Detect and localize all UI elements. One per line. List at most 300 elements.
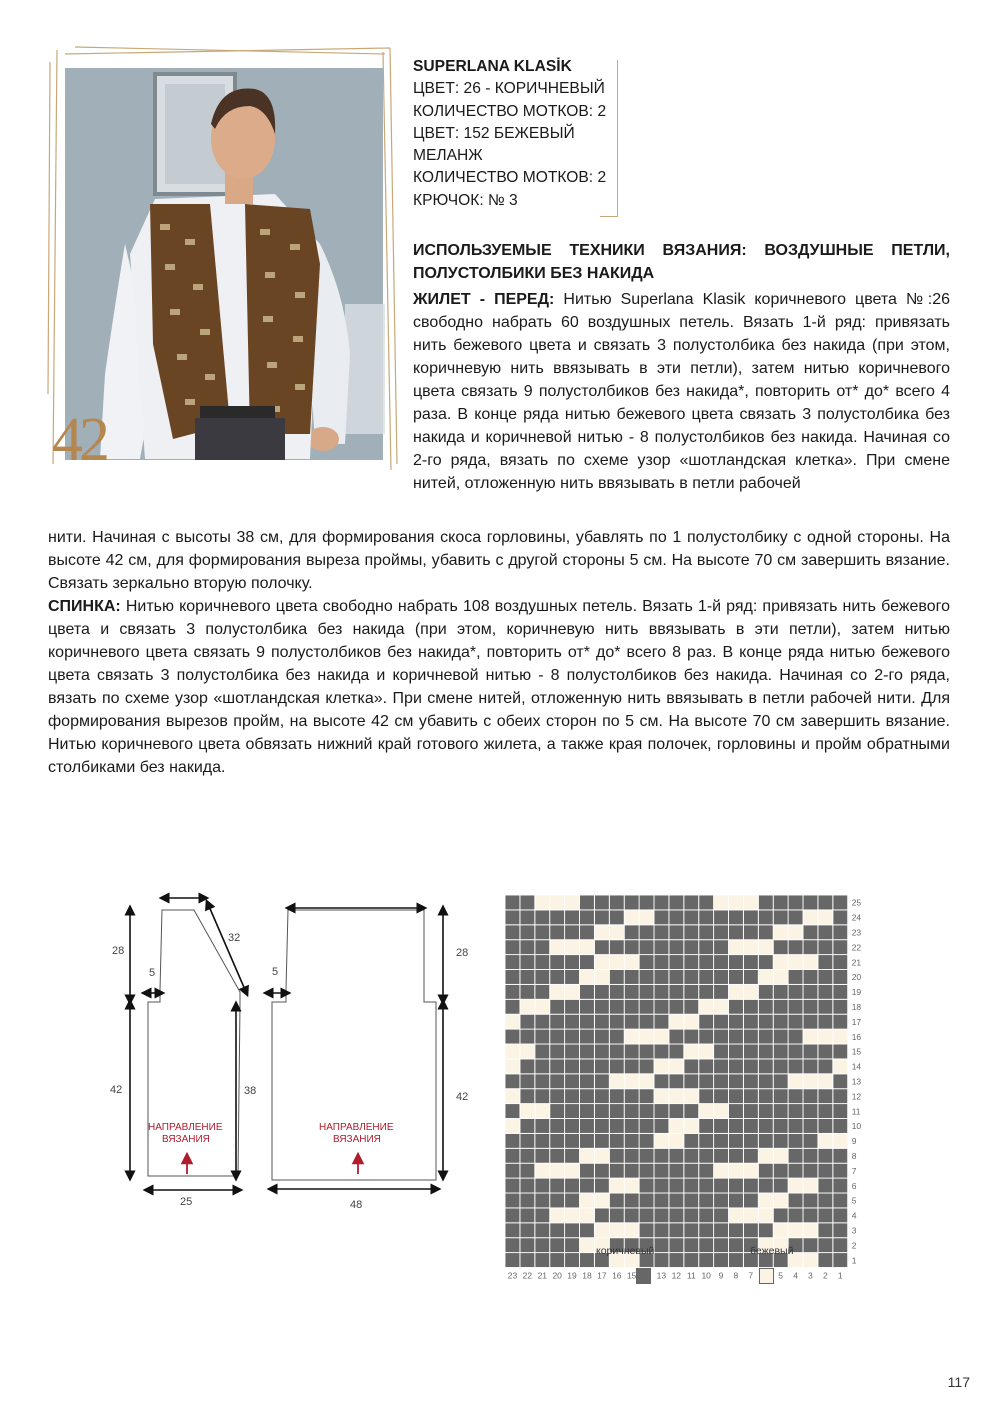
chart-cell bbox=[669, 1074, 684, 1089]
chart-cell bbox=[565, 940, 580, 955]
chart-cell bbox=[684, 1119, 699, 1134]
chart-cell bbox=[609, 1148, 624, 1163]
chart-cell bbox=[729, 940, 744, 955]
chart-cell bbox=[580, 1119, 595, 1134]
chart-cell bbox=[535, 910, 550, 925]
chart-cell bbox=[729, 1059, 744, 1074]
chart-cell bbox=[505, 1163, 520, 1178]
chart-cell bbox=[505, 1193, 520, 1208]
chart-cell bbox=[535, 1104, 550, 1119]
chart-cell bbox=[818, 1089, 833, 1104]
chart-cell bbox=[803, 1253, 818, 1268]
chart-cell bbox=[654, 940, 669, 955]
chart-cell bbox=[773, 895, 788, 910]
chart-cell bbox=[714, 1178, 729, 1193]
chart-cell bbox=[818, 1223, 833, 1238]
chart-cell bbox=[580, 910, 595, 925]
chart-cell bbox=[505, 984, 520, 999]
chart-cell bbox=[505, 1148, 520, 1163]
chart-cell bbox=[550, 895, 565, 910]
chart-cell bbox=[594, 1133, 609, 1148]
chart-cell bbox=[669, 925, 684, 940]
chart-cell bbox=[580, 970, 595, 985]
chart-cell bbox=[773, 940, 788, 955]
chart-cell bbox=[743, 984, 758, 999]
chart-cell bbox=[803, 940, 818, 955]
chart-cell bbox=[654, 1029, 669, 1044]
chart-cell bbox=[580, 1193, 595, 1208]
chart-cell bbox=[654, 925, 669, 940]
chart-cell bbox=[654, 1074, 669, 1089]
chart-cell bbox=[788, 940, 803, 955]
chart-cell bbox=[565, 1148, 580, 1163]
chart-cell bbox=[654, 1104, 669, 1119]
chart-cell bbox=[729, 1119, 744, 1134]
chart-cell bbox=[520, 1029, 535, 1044]
chart-cell bbox=[788, 970, 803, 985]
chart-cell bbox=[654, 1238, 669, 1253]
chart-cell bbox=[639, 895, 654, 910]
chart-row-label: 9 bbox=[851, 1136, 857, 1147]
chart-cell bbox=[714, 1044, 729, 1059]
chart-cell bbox=[654, 1059, 669, 1074]
chart-cell bbox=[594, 1074, 609, 1089]
chart-cell bbox=[505, 1074, 520, 1089]
chart-cell bbox=[654, 1014, 669, 1029]
chart-cell bbox=[743, 925, 758, 940]
chart-cell bbox=[594, 1163, 609, 1178]
chart-cell bbox=[773, 1193, 788, 1208]
chart-cell bbox=[535, 1074, 550, 1089]
chart-cell bbox=[580, 1059, 595, 1074]
chart-cell bbox=[520, 1223, 535, 1238]
chart-cell bbox=[833, 984, 848, 999]
chart-cell bbox=[743, 1074, 758, 1089]
chart-row-label: 8 bbox=[851, 1151, 857, 1161]
chart-cell bbox=[818, 1148, 833, 1163]
chart-cell bbox=[669, 984, 684, 999]
chart-cell bbox=[833, 1104, 848, 1119]
chart-cell bbox=[594, 1044, 609, 1059]
chart-col-label: 13 bbox=[656, 1270, 667, 1281]
chart-cell bbox=[743, 999, 758, 1014]
chart-cell bbox=[699, 970, 714, 985]
chart-col-label: 19 bbox=[567, 1270, 577, 1281]
chart-cell bbox=[609, 1029, 624, 1044]
chart-cell bbox=[565, 1238, 580, 1253]
chart-cell bbox=[773, 1089, 788, 1104]
spec-line: КОЛИЧЕСТВО МОТКОВ: 2 bbox=[413, 169, 607, 187]
chart-cell bbox=[624, 940, 639, 955]
chart-cell bbox=[773, 1074, 788, 1089]
chart-cell bbox=[743, 1044, 758, 1059]
chart-cell bbox=[669, 999, 684, 1014]
chart-cell bbox=[699, 1044, 714, 1059]
chart-cell bbox=[609, 984, 624, 999]
chart-cell bbox=[565, 955, 580, 970]
chart-cell bbox=[714, 1029, 729, 1044]
chart-cell bbox=[743, 1193, 758, 1208]
chart-cell bbox=[818, 970, 833, 985]
chart-cell bbox=[833, 1133, 848, 1148]
chart-cell bbox=[803, 1044, 818, 1059]
chart-cell bbox=[788, 1104, 803, 1119]
chart-cell bbox=[729, 1104, 744, 1119]
chart-cell bbox=[729, 1253, 744, 1268]
chart-cell bbox=[624, 1029, 639, 1044]
chart-cell bbox=[773, 1163, 788, 1178]
chart-cell bbox=[788, 1014, 803, 1029]
chart-row-label: 4 bbox=[851, 1210, 857, 1221]
chart-cell bbox=[699, 1074, 714, 1089]
chart-cell bbox=[565, 1193, 580, 1208]
chart-cell bbox=[833, 1163, 848, 1178]
chart-cell bbox=[743, 1133, 758, 1148]
yarn-specs bbox=[413, 56, 613, 212]
chart-cell bbox=[729, 895, 744, 910]
chart-cell bbox=[520, 970, 535, 985]
chart-cell bbox=[818, 1119, 833, 1134]
chart-cell bbox=[550, 1029, 565, 1044]
chart-cell bbox=[788, 1074, 803, 1089]
chart-cell bbox=[505, 1044, 520, 1059]
chart-cell bbox=[818, 1014, 833, 1029]
chart-col-label: 3 bbox=[808, 1270, 813, 1281]
back-dim-48: 48 bbox=[350, 1199, 363, 1211]
chart-cell bbox=[773, 925, 788, 940]
chart-cell bbox=[609, 925, 624, 940]
chart-row-label: 15 bbox=[851, 1046, 862, 1057]
chart-cell bbox=[833, 925, 848, 940]
chart-cell bbox=[669, 970, 684, 985]
chart-cell bbox=[609, 1119, 624, 1134]
chart-cell bbox=[565, 970, 580, 985]
chart-cell bbox=[535, 1029, 550, 1044]
chart-row-label: 24 bbox=[851, 912, 862, 923]
chart-cell bbox=[803, 955, 818, 970]
chart-cell bbox=[684, 1029, 699, 1044]
chart-cell bbox=[639, 1223, 654, 1238]
chart-cell bbox=[609, 1014, 624, 1029]
chart-cell bbox=[773, 1208, 788, 1223]
chart-cell bbox=[535, 999, 550, 1014]
chart-cell bbox=[624, 1119, 639, 1134]
chart-cell bbox=[609, 955, 624, 970]
chart-cell bbox=[624, 1223, 639, 1238]
chart-col-label: 23 bbox=[507, 1270, 518, 1281]
chart-cell bbox=[535, 970, 550, 985]
chart-cell bbox=[758, 910, 773, 925]
chart-cell bbox=[758, 984, 773, 999]
chart-cell bbox=[803, 1178, 818, 1193]
chart-cell bbox=[609, 1089, 624, 1104]
chart-cell bbox=[818, 999, 833, 1014]
chart-cell bbox=[654, 999, 669, 1014]
chart-cell bbox=[743, 940, 758, 955]
chart-cell bbox=[520, 1178, 535, 1193]
chart-cell bbox=[639, 1208, 654, 1223]
chart-cell bbox=[535, 984, 550, 999]
front-direction-label: ВЯЗАНИЯ bbox=[162, 1134, 210, 1145]
chart-cell bbox=[565, 1089, 580, 1104]
chart-cell bbox=[594, 999, 609, 1014]
chart-cell bbox=[818, 1253, 833, 1268]
front-dim-42: 42 bbox=[110, 1084, 123, 1096]
chart-cell bbox=[699, 895, 714, 910]
chart-cell bbox=[535, 1044, 550, 1059]
chart-cell bbox=[669, 1044, 684, 1059]
chart-cell bbox=[818, 1029, 833, 1044]
chart-col-label: 9 bbox=[718, 1270, 724, 1281]
chart-cell bbox=[565, 1133, 580, 1148]
chart-col-label: 15 bbox=[626, 1270, 637, 1281]
back-dim-5: 5 bbox=[272, 966, 279, 978]
chart-cell bbox=[803, 1014, 818, 1029]
chart-cell bbox=[580, 999, 595, 1014]
page-number: 117 bbox=[947, 1374, 970, 1390]
chart-cell bbox=[773, 1133, 788, 1148]
chart-cell bbox=[550, 1059, 565, 1074]
chart-cell bbox=[594, 1208, 609, 1223]
front-dim-25: 25 bbox=[180, 1196, 193, 1208]
chart-cell bbox=[520, 1074, 535, 1089]
chart-cell bbox=[818, 925, 833, 940]
chart-cell bbox=[594, 955, 609, 970]
chart-cell bbox=[684, 1178, 699, 1193]
chart-cell bbox=[520, 1059, 535, 1074]
chart-cell bbox=[609, 1059, 624, 1074]
chart-cell bbox=[594, 895, 609, 910]
chart-cell bbox=[654, 1193, 669, 1208]
chart-cell bbox=[624, 984, 639, 999]
chart-row-label: 11 bbox=[851, 1106, 861, 1117]
chart-cell bbox=[639, 1014, 654, 1029]
chart-cell bbox=[743, 1029, 758, 1044]
chart-row-label: 1 bbox=[851, 1255, 857, 1266]
chart-cell bbox=[580, 1163, 595, 1178]
chart-cell bbox=[818, 1074, 833, 1089]
chart-cell bbox=[803, 895, 818, 910]
techniques-heading: ИСПОЛЬЗУЕМЫЕ ТЕХНИКИ ВЯЗАНИЯ: ВОЗДУШНЫЕ ПЕТЛИ, ПОЛУСТОЛБИКИ БЕЗ НАКИДА bbox=[413, 242, 950, 282]
chart-col-label: 5 bbox=[778, 1270, 783, 1281]
chart-cell bbox=[803, 1074, 818, 1089]
chart-cell bbox=[669, 895, 684, 910]
chart-col-label: 1 bbox=[837, 1270, 843, 1281]
chart-cell bbox=[788, 1029, 803, 1044]
chart-cell bbox=[803, 970, 818, 985]
chart-cell bbox=[684, 1253, 699, 1268]
chart-cell bbox=[580, 895, 595, 910]
chart-cell bbox=[505, 1059, 520, 1074]
chart-cell bbox=[758, 1059, 773, 1074]
chart-cell bbox=[833, 1044, 848, 1059]
chart-cell bbox=[550, 1074, 565, 1089]
chart-cell bbox=[729, 1074, 744, 1089]
chart-cell bbox=[565, 1104, 580, 1119]
chart-cell bbox=[624, 925, 639, 940]
chart-cell bbox=[669, 1208, 684, 1223]
chart-cell bbox=[833, 1193, 848, 1208]
chart-row-label: 18 bbox=[851, 1002, 862, 1012]
chart-cell bbox=[609, 1104, 624, 1119]
chart-cell bbox=[803, 1238, 818, 1253]
chart-cell bbox=[684, 1163, 699, 1178]
chart-cell bbox=[803, 910, 818, 925]
chart-cell bbox=[550, 1133, 565, 1148]
chart-cell bbox=[743, 1178, 758, 1193]
chart-cell bbox=[684, 999, 699, 1014]
chart-cell bbox=[609, 1193, 624, 1208]
chart-cell bbox=[788, 984, 803, 999]
chart-cell bbox=[594, 1089, 609, 1104]
chart-cell bbox=[833, 1253, 848, 1268]
chart-cell bbox=[758, 970, 773, 985]
chart-cell bbox=[624, 1014, 639, 1029]
chart-cell bbox=[565, 1119, 580, 1134]
chart-cell bbox=[788, 999, 803, 1014]
chart-cell bbox=[609, 1163, 624, 1178]
chart-cell bbox=[729, 1148, 744, 1163]
chart-cell bbox=[565, 895, 580, 910]
chart-cell bbox=[818, 1133, 833, 1148]
chart-cell bbox=[788, 1223, 803, 1238]
chart-cell bbox=[580, 1029, 595, 1044]
chart-cell bbox=[624, 1089, 639, 1104]
chart-cell bbox=[773, 1014, 788, 1029]
chart-cell bbox=[609, 940, 624, 955]
chart-cell bbox=[565, 1178, 580, 1193]
chart-cell bbox=[699, 1119, 714, 1134]
chart-cell bbox=[580, 1044, 595, 1059]
chart-cell bbox=[639, 910, 654, 925]
chart-cell bbox=[594, 984, 609, 999]
chart-row-label: 20 bbox=[851, 972, 862, 983]
front-dim-28: 28 bbox=[112, 945, 125, 957]
chart-cell bbox=[550, 1253, 565, 1268]
chart-cell bbox=[729, 999, 744, 1014]
chart-row-label: 22 bbox=[851, 942, 862, 953]
chart-cell bbox=[758, 1133, 773, 1148]
chart-cell bbox=[550, 1223, 565, 1238]
chart-cell bbox=[565, 1014, 580, 1029]
chart-cell bbox=[550, 1119, 565, 1134]
chart-cell bbox=[773, 970, 788, 985]
chart-row-label: 10 bbox=[851, 1121, 862, 1132]
chart-cell bbox=[684, 1059, 699, 1074]
chart-cell bbox=[639, 940, 654, 955]
chart-cell bbox=[818, 1163, 833, 1178]
chart-cell bbox=[639, 955, 654, 970]
chart-col-label: 12 bbox=[671, 1270, 682, 1281]
chart-cell bbox=[729, 1029, 744, 1044]
chart-cell bbox=[818, 1104, 833, 1119]
chart-cell bbox=[624, 1133, 639, 1148]
chart-cell bbox=[654, 1223, 669, 1238]
chart-cell bbox=[714, 910, 729, 925]
chart-cell bbox=[550, 1044, 565, 1059]
chart-cell bbox=[550, 955, 565, 970]
chart-cell bbox=[743, 1223, 758, 1238]
chart-cell bbox=[624, 1148, 639, 1163]
chart-cell bbox=[550, 999, 565, 1014]
chart-cell bbox=[535, 1148, 550, 1163]
chart-cell bbox=[684, 910, 699, 925]
front-direction-label: НАПРАВЛЕНИЕ bbox=[148, 1122, 223, 1133]
chart-cell bbox=[505, 955, 520, 970]
chart-cell bbox=[818, 1178, 833, 1193]
chart-cell bbox=[669, 1178, 684, 1193]
chart-cell bbox=[714, 999, 729, 1014]
chart-cell bbox=[699, 1014, 714, 1029]
chart-cell bbox=[669, 1089, 684, 1104]
chart-cell bbox=[788, 1044, 803, 1059]
chart-cell bbox=[580, 1014, 595, 1029]
chart-cell bbox=[684, 1074, 699, 1089]
chart-cell bbox=[624, 1059, 639, 1074]
chart-cell bbox=[758, 1119, 773, 1134]
chart-cell bbox=[580, 1148, 595, 1163]
chart-cell bbox=[803, 1104, 818, 1119]
chart-cell bbox=[788, 910, 803, 925]
chart-cell bbox=[758, 940, 773, 955]
chart-cell bbox=[520, 895, 535, 910]
chart-cell bbox=[535, 925, 550, 940]
chart-cell bbox=[505, 1253, 520, 1268]
chart-cell bbox=[773, 1059, 788, 1074]
front-dim-32: 32 bbox=[228, 932, 241, 944]
chart-cell bbox=[520, 910, 535, 925]
chart-cell bbox=[699, 999, 714, 1014]
chart-cell bbox=[594, 1193, 609, 1208]
chart-row-label: 3 bbox=[851, 1225, 857, 1236]
back-dim-42: 42 bbox=[456, 1091, 469, 1103]
chart-cell bbox=[505, 940, 520, 955]
chart-cell bbox=[818, 955, 833, 970]
chart-cell bbox=[639, 970, 654, 985]
chart-cell bbox=[684, 1089, 699, 1104]
chart-cell bbox=[535, 1089, 550, 1104]
chart-cell bbox=[803, 984, 818, 999]
chart-cell bbox=[624, 955, 639, 970]
chart-cell bbox=[714, 1089, 729, 1104]
chart-cell bbox=[833, 940, 848, 955]
chart-cell bbox=[639, 1193, 654, 1208]
chart-cell bbox=[699, 1208, 714, 1223]
chart-cell bbox=[505, 1104, 520, 1119]
chart-cell bbox=[654, 1178, 669, 1193]
chart-cell bbox=[714, 940, 729, 955]
vest-schematic bbox=[100, 880, 490, 1220]
chart-cell bbox=[788, 1059, 803, 1074]
chart-cell bbox=[833, 1089, 848, 1104]
chart-cell bbox=[594, 1029, 609, 1044]
chart-cell bbox=[818, 910, 833, 925]
chart-cell bbox=[729, 1208, 744, 1223]
chart-cell bbox=[520, 1148, 535, 1163]
chart-cell bbox=[580, 1133, 595, 1148]
chart-cell bbox=[505, 1029, 520, 1044]
chart-cell bbox=[684, 1223, 699, 1238]
legend-beige-swatch bbox=[759, 1268, 774, 1284]
front-body: Нитью Superlana Klasik коричневого цвета №:26 свободно набрать 60 воздушных петель. Вязать 1-й ряд: привязать нить бежевого цвета и связать 3 полустолбика без накида (при этом, коричневую нить ввязывать в эти петли), затем нитью коричневого цвета связать 9 полустолбиков без накида*, повторить от* до* всего 4 раза. В конце ряда нитью бежевого цвета связать 3 полустолбика без накида и коричневой нитью - 8 полустолбиков без накида. Начиная со 2-го ряда, вязать по схеме узор «шотландская клетка». При смене нитей, отложенную нить ввязывать в петли рабочей bbox=[413, 291, 951, 492]
chart-cell bbox=[669, 1029, 684, 1044]
chart-cell bbox=[505, 1238, 520, 1253]
chart-col-label: 8 bbox=[733, 1270, 739, 1281]
chart-cell bbox=[505, 1178, 520, 1193]
chart-cell bbox=[684, 1104, 699, 1119]
chart-cell bbox=[684, 895, 699, 910]
chart-cell bbox=[684, 1044, 699, 1059]
